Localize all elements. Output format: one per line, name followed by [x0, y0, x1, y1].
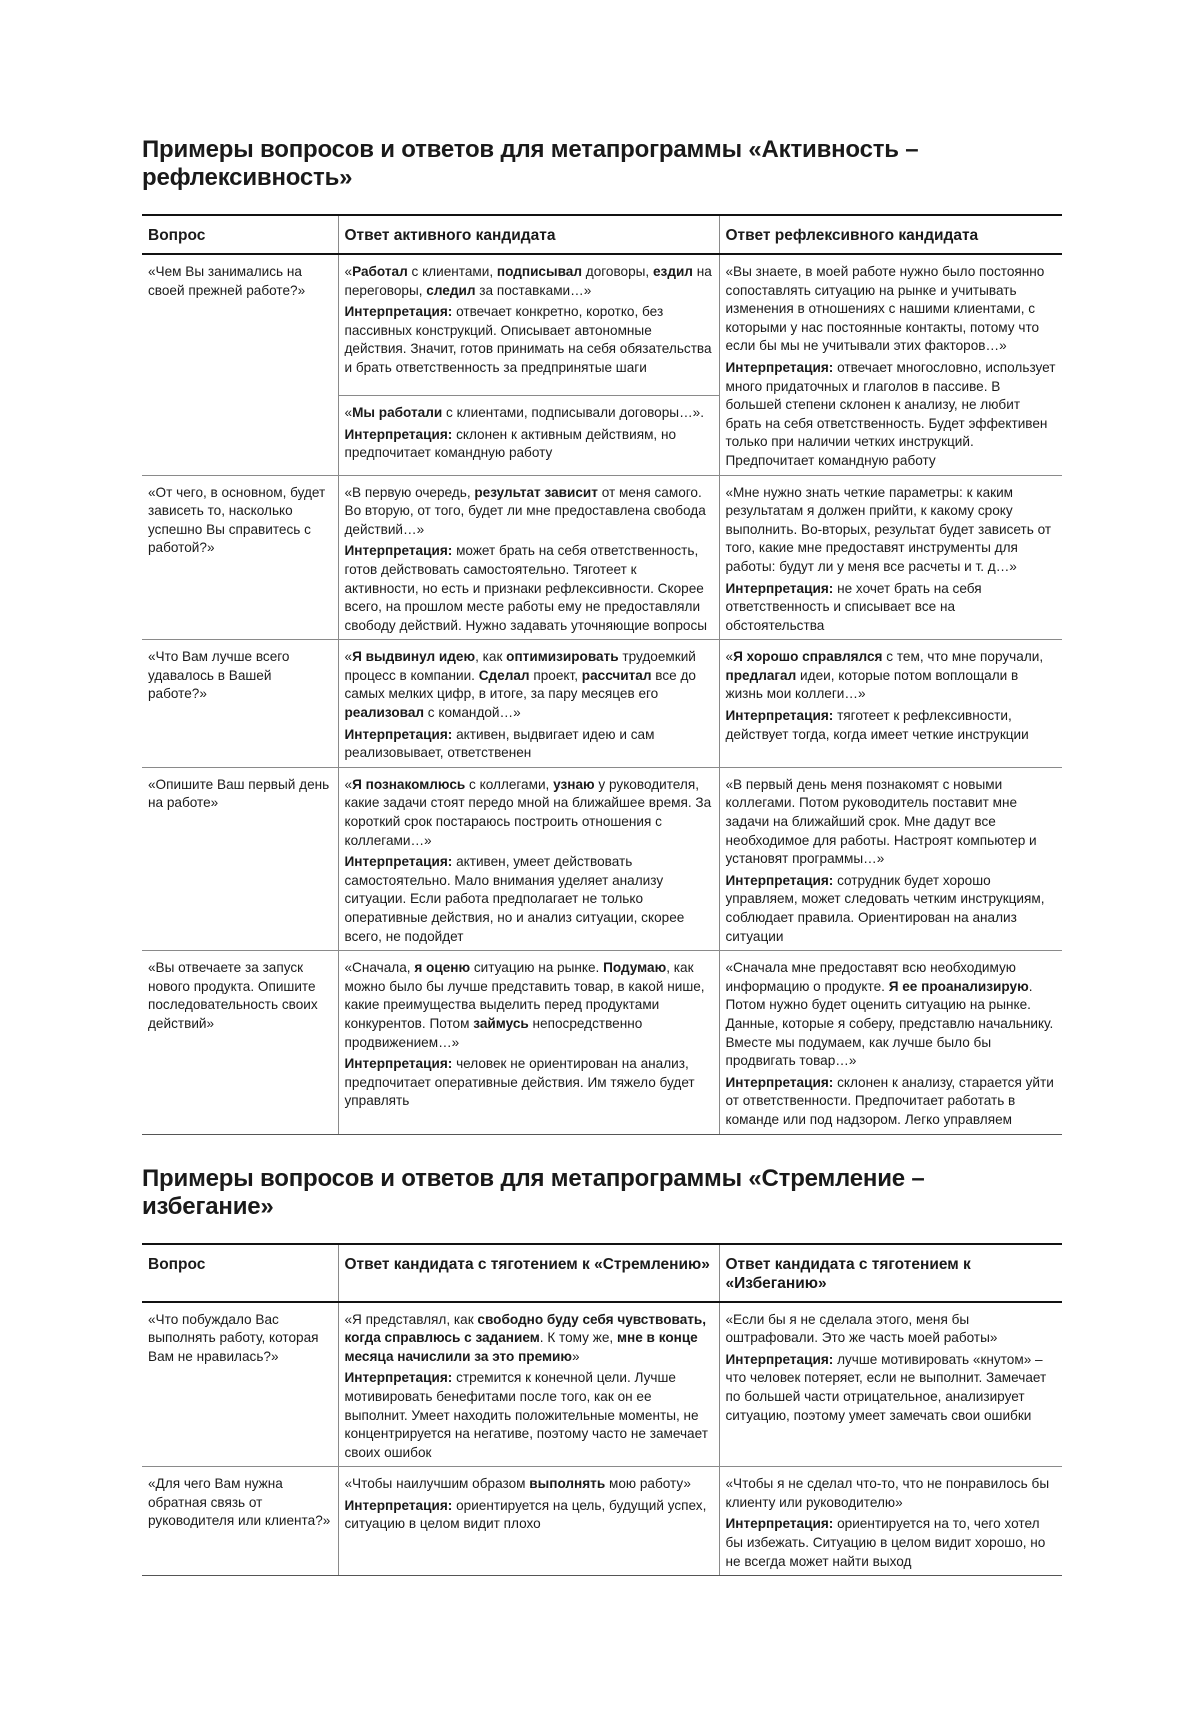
answer-text: «Сначала, я оценю ситуацию на рынке. Подумаю, как можно было бы лучше представить товар, в какой нише, какие преимущества выделить перед продуктами конкурентов. Потом займусь непосредственно продвижением…»: [344, 960, 705, 1050]
emphasis: Я ее проанализирую: [888, 978, 1029, 994]
interpretation-text: лучше мотивировать «кнутом» – что человек потеряет, если не выполнит. Замечает по большей части отрицательное, анализирует ситуацию, поэтому умеет замечать свои ошибки: [725, 1351, 1047, 1423]
interpretation-label: Интерпретация:: [344, 1370, 453, 1386]
question-cell: «Что Вам лучше всего удавалось в Вашей работе?»: [142, 640, 338, 768]
left-answer-cell: [338, 1302, 719, 1467]
answer-text: «Если бы я не сделала этого, меня бы оштрафовали. Это же часть моей работы»: [725, 1311, 998, 1346]
right-answer-cell: [719, 1302, 1062, 1467]
question-cell: «Опишите Ваш первый день на работе»: [142, 767, 338, 950]
left-answer-cell: [338, 475, 719, 640]
emphasis: Я познакомлюсь: [352, 776, 466, 792]
answer-block: [345, 263, 713, 378]
right-answer-cell: [719, 254, 1062, 475]
answer-block: [345, 1475, 713, 1534]
answer-block: [345, 648, 713, 763]
header-question: Вопрос: [142, 215, 338, 254]
answer-block: [726, 959, 1057, 1129]
left-answer-cell: [338, 396, 719, 475]
page: [142, 136, 1062, 1576]
emphasis: Работал: [352, 264, 408, 279]
interpretation-text: ориентируется на цель, будущий успех, ситуацию в целом видит плохо: [344, 1497, 707, 1532]
answer-block: [345, 959, 713, 1111]
interpretation: [345, 1497, 713, 1534]
right-answer-cell: [719, 475, 1062, 640]
interpretation-label: Интерпретация:: [344, 1497, 453, 1513]
interpretation: [726, 1515, 1057, 1571]
right-answer-cell: [719, 1467, 1062, 1576]
table-row: [142, 475, 1062, 640]
answer-text: «Вы знаете, в моей работе нужно было постоянно сопоставлять ситуацию на рынке и учитывать изменения в отношениях с нашими клиентами, с которыми у нас постоянные контакты, потому что если бы мы не учитывали этих факторов…»: [725, 264, 1045, 354]
table-row: [142, 1467, 1062, 1576]
table-row: [142, 640, 1062, 768]
emphasis: оптимизировать: [506, 649, 619, 665]
table-row: [142, 951, 1062, 1134]
left-answer-cell: [338, 1467, 719, 1576]
answer-text: «В первую очередь, результат зависит от меня самого. Во вторую, от того, будет ли мне предоставлена свобода действий…»: [344, 484, 706, 537]
header-striving-answer: Ответ кандидата с тяготением к «Стремлению»: [338, 1244, 719, 1302]
interpretation: [345, 303, 713, 377]
answer-text: «Чтобы я не сделал что-то, что не понравилось бы клиенту или руководителю»: [725, 1476, 1050, 1510]
question-cell: «Для чего Вам нужна обратная связь от руководителя или клиента?»: [142, 1467, 338, 1576]
interpretation-label: Интерпретация:: [725, 359, 834, 375]
right-answer-cell: [719, 640, 1062, 768]
question-cell: «Чем Вы занимались на своей прежней работе?»: [142, 254, 338, 475]
table-row: [142, 254, 1062, 396]
answer-block: [726, 776, 1057, 946]
interpretation-text: отвечает конкретно, коротко, без пассивных конструкций. Описывает автономные действия. Значит, готов принимать на себя обязательства и брать ответственность за предпринятые шаги: [344, 304, 712, 375]
interpretation-text: человек не ориентирован на анализ, предпочитает оперативные действия. Им тяжело будет управлять: [344, 1056, 695, 1109]
left-answer-cell: [338, 951, 719, 1134]
interpretation-label: Интерпретация:: [344, 726, 453, 742]
interpretation: [345, 426, 713, 463]
section-title-activity: Примеры вопросов и ответов для метапрограммы «Активность – рефлексивность»: [142, 136, 919, 191]
interpretation-label: Интерпретация:: [725, 1351, 834, 1367]
question-cell: «Вы отвечаете за запуск нового продукта. Опишите последовательность своих действий»: [142, 951, 338, 1134]
emphasis: реализовал: [344, 705, 425, 721]
answer-block: [345, 776, 713, 946]
table-row: [142, 1302, 1062, 1467]
interpretation-text: активен, выдвигает идею и сам реализовывает, ответственен: [344, 726, 655, 761]
emphasis: займусь: [473, 1015, 529, 1031]
answer-block: [345, 484, 713, 636]
interpretation-text: склонен к анализу, старается уйти от ответственности. Предпочитает работать в команде или под надзором. Легко управляем: [725, 1074, 1054, 1127]
interpretation-text: активен, умеет действовать самостоятельно. Мало внимания уделяет анализу ситуации. Если работа предполагает не только оперативные действия, но и анализ ситуации, скорее всего, не подойдет: [344, 854, 685, 944]
interpretation: [726, 707, 1057, 744]
interpretation: [345, 1369, 713, 1462]
interpretation-label: Интерпретация:: [725, 580, 834, 596]
header-reflexive-answer: Ответ рефлексивного кандидата: [719, 215, 1062, 254]
emphasis: свободно буду себя чувствовать, когда справлюсь с заданием: [344, 1311, 707, 1346]
emphasis: Сделал: [478, 667, 530, 683]
interpretation-label: Интерпретация:: [344, 543, 453, 559]
answer-text: «Мне нужно знать четкие параметры: к каким результатам я должен прийти, к какому сроку выполнить. Во-вторых, результат будет зависеть от того, какие мне предоставят инструменты для работы: будут ли у меня все расчеты и т. д…»: [725, 484, 1052, 574]
table-activity-reflexivity: [142, 214, 1062, 1135]
interpretation: [726, 1074, 1057, 1130]
interpretation-label: Интерпретация:: [344, 1056, 453, 1072]
emphasis: Мы работали: [352, 405, 443, 421]
answer-text: «В первый день меня познакомят с новыми коллегами. Потом руководитель поставит мне задачи на ближайший срок. Мне дадут все необходимое для работы. Настроят компьютер и установят программы…»: [725, 776, 1037, 867]
emphasis: следил: [426, 282, 476, 298]
right-answer-cell: [719, 767, 1062, 950]
interpretation: [726, 1351, 1057, 1425]
interpretation-text: отвечает многословно, использует много придаточных и глаголов в пассиве. В большей степени склонен к анализу, не любит брать на себя ответственность. Будет эффективен только при наличии четких инструкций. Предпочитает командную работу: [725, 359, 1056, 468]
interpretation: [345, 542, 713, 635]
section-title-striving: Примеры вопросов и ответов для метапрограммы «Стремление – избегание»: [142, 1164, 925, 1220]
emphasis: мне в конце месяца начислили за это премию: [344, 1330, 698, 1364]
header-question: Вопрос: [142, 1244, 338, 1302]
emphasis: результат зависит: [474, 484, 598, 500]
emphasis: Я выдвинул идею: [352, 649, 476, 665]
answer-block: [345, 1311, 713, 1463]
answer-text: «Сначала мне предоставят всю необходимую информацию о продукте. Я ее проанализирую. Потом нужно будет оценить ситуацию на рынке. Данные, которые я соберу, представлю начальнику. Вместе мы подумаем, как лучше было бы продвигать товар…»: [725, 960, 1054, 1069]
question-cell: «Что побуждало Вас выполнять работу, которая Вам не нравилась?»: [142, 1302, 338, 1467]
interpretation: [726, 359, 1057, 471]
emphasis: ездил: [653, 264, 693, 279]
emphasis: я оценю: [414, 960, 471, 976]
interpretation-label: Интерпретация:: [344, 426, 453, 442]
question-cell: «От чего, в основном, будет зависеть то, насколько успешно Вы справитесь с работой?»: [142, 475, 338, 640]
table-body: [142, 1302, 1062, 1576]
interpretation-label: Интерпретация:: [344, 304, 453, 320]
emphasis: рассчитал: [581, 667, 652, 683]
interpretation-text: тяготеет к рефлексивности, действует тогда, когда имеет четкие инструкции: [725, 708, 1029, 742]
right-answer-cell: [719, 951, 1062, 1134]
table-body: [142, 254, 1062, 1134]
answer-text: «Я представлял, как свободно буду себя чувствовать, когда справлюсь с заданием. К тому же, мне в конце месяца начислили за это премию»: [344, 1311, 707, 1364]
answer-block: [345, 404, 713, 463]
interpretation-text: может брать на себя ответственность, готов действовать самостоятельно. Тяготеет к активности, но есть и признаки рефлексивности. Скорее всего, на прошлом месте работы ему не предоставляли свободу действий. Нужно задавать уточняющие вопросы: [344, 543, 708, 633]
left-answer-cell: [338, 767, 719, 950]
emphasis: выполнять: [529, 1476, 606, 1492]
interpretation-text: сотрудник будет хорошо управляем, может следовать четким инструкциям, соблюдает правила. Ориентирован на анализ ситуации: [725, 872, 1045, 944]
answer-block: [726, 484, 1057, 636]
answer-text: «Мы работали с клиентами, подписывали договоры…».: [344, 405, 704, 421]
interpretation: [345, 1055, 713, 1111]
answer-text: «Я выдвинул идею, как оптимизировать трудоемкий процесс в компании. Сделал проект, рассчитал все до самых мелких цифр, в итоге, за пару месяцев его реализовал с командой…»: [344, 649, 696, 721]
interpretation: [726, 580, 1057, 636]
interpretation-label: Интерпретация:: [725, 1074, 834, 1090]
table-striving-avoidance: [142, 1243, 1062, 1577]
emphasis: Я хорошо справлялся: [733, 649, 883, 665]
left-answer-cell: [338, 254, 719, 396]
interpretation: [345, 853, 713, 946]
answer-text: «Я хорошо справлялся с тем, что мне поручали, предлагал идеи, которые потом воплощали в жизнь мои коллеги…»: [725, 649, 1044, 702]
left-answer-cell: [338, 640, 719, 768]
answer-block: [726, 1475, 1057, 1571]
header-avoidance-answer: Ответ кандидата с тяготением к «Избеганию»: [719, 1244, 1062, 1302]
interpretation-text: склонен к активным действиям, но предпочитает командную работу: [344, 426, 677, 461]
answer-text: «Чтобы наилучшим образом выполнять мою работу»: [344, 1476, 691, 1492]
interpretation-label: Интерпретация:: [725, 1516, 834, 1532]
interpretation: [345, 726, 713, 763]
emphasis: подписывал: [496, 264, 582, 279]
interpretation-label: Интерпретация:: [344, 854, 453, 870]
header-active-answer: Ответ активного кандидата: [338, 215, 719, 254]
emphasis: Подумаю: [603, 960, 667, 976]
emphasis: узнаю: [553, 776, 595, 792]
table-row: [142, 767, 1062, 950]
emphasis: предлагал: [725, 667, 797, 683]
interpretation-label: Интерпретация:: [725, 872, 834, 888]
interpretation-text: не хочет брать на себя ответственность и списывает все на обстоятельства: [725, 580, 982, 633]
answer-text: «Работал с клиентами, подписывал договоры, ездил на переговоры, следил за поставками…»: [344, 264, 712, 298]
answer-block: [726, 263, 1057, 471]
interpretation-text: стремится к конечной цели. Лучше мотивировать бенефитами после того, как он ее выполнит. Умеет находить положительные моменты, не концентрируется на негативе, поэтому часто не замечает своих ошибок: [344, 1370, 708, 1460]
answer-block: [726, 1311, 1057, 1426]
interpretation-label: Интерпретация:: [725, 708, 834, 724]
answer-text: «Я познакомлюсь с коллегами, узнаю у руководителя, какие задачи стоят передо мной на ближайшее время. За короткий срок постараюсь построить отношения с коллегами…»: [344, 776, 712, 848]
table-header-row: [142, 215, 1062, 254]
answer-block: [726, 648, 1057, 744]
table-header-row: [142, 1244, 1062, 1302]
interpretation: [726, 872, 1057, 946]
interpretation-text: ориентируется на то, чего хотел бы избежать. Ситуацию в целом видит хорошо, но не всегда может найти выход: [725, 1516, 1046, 1569]
